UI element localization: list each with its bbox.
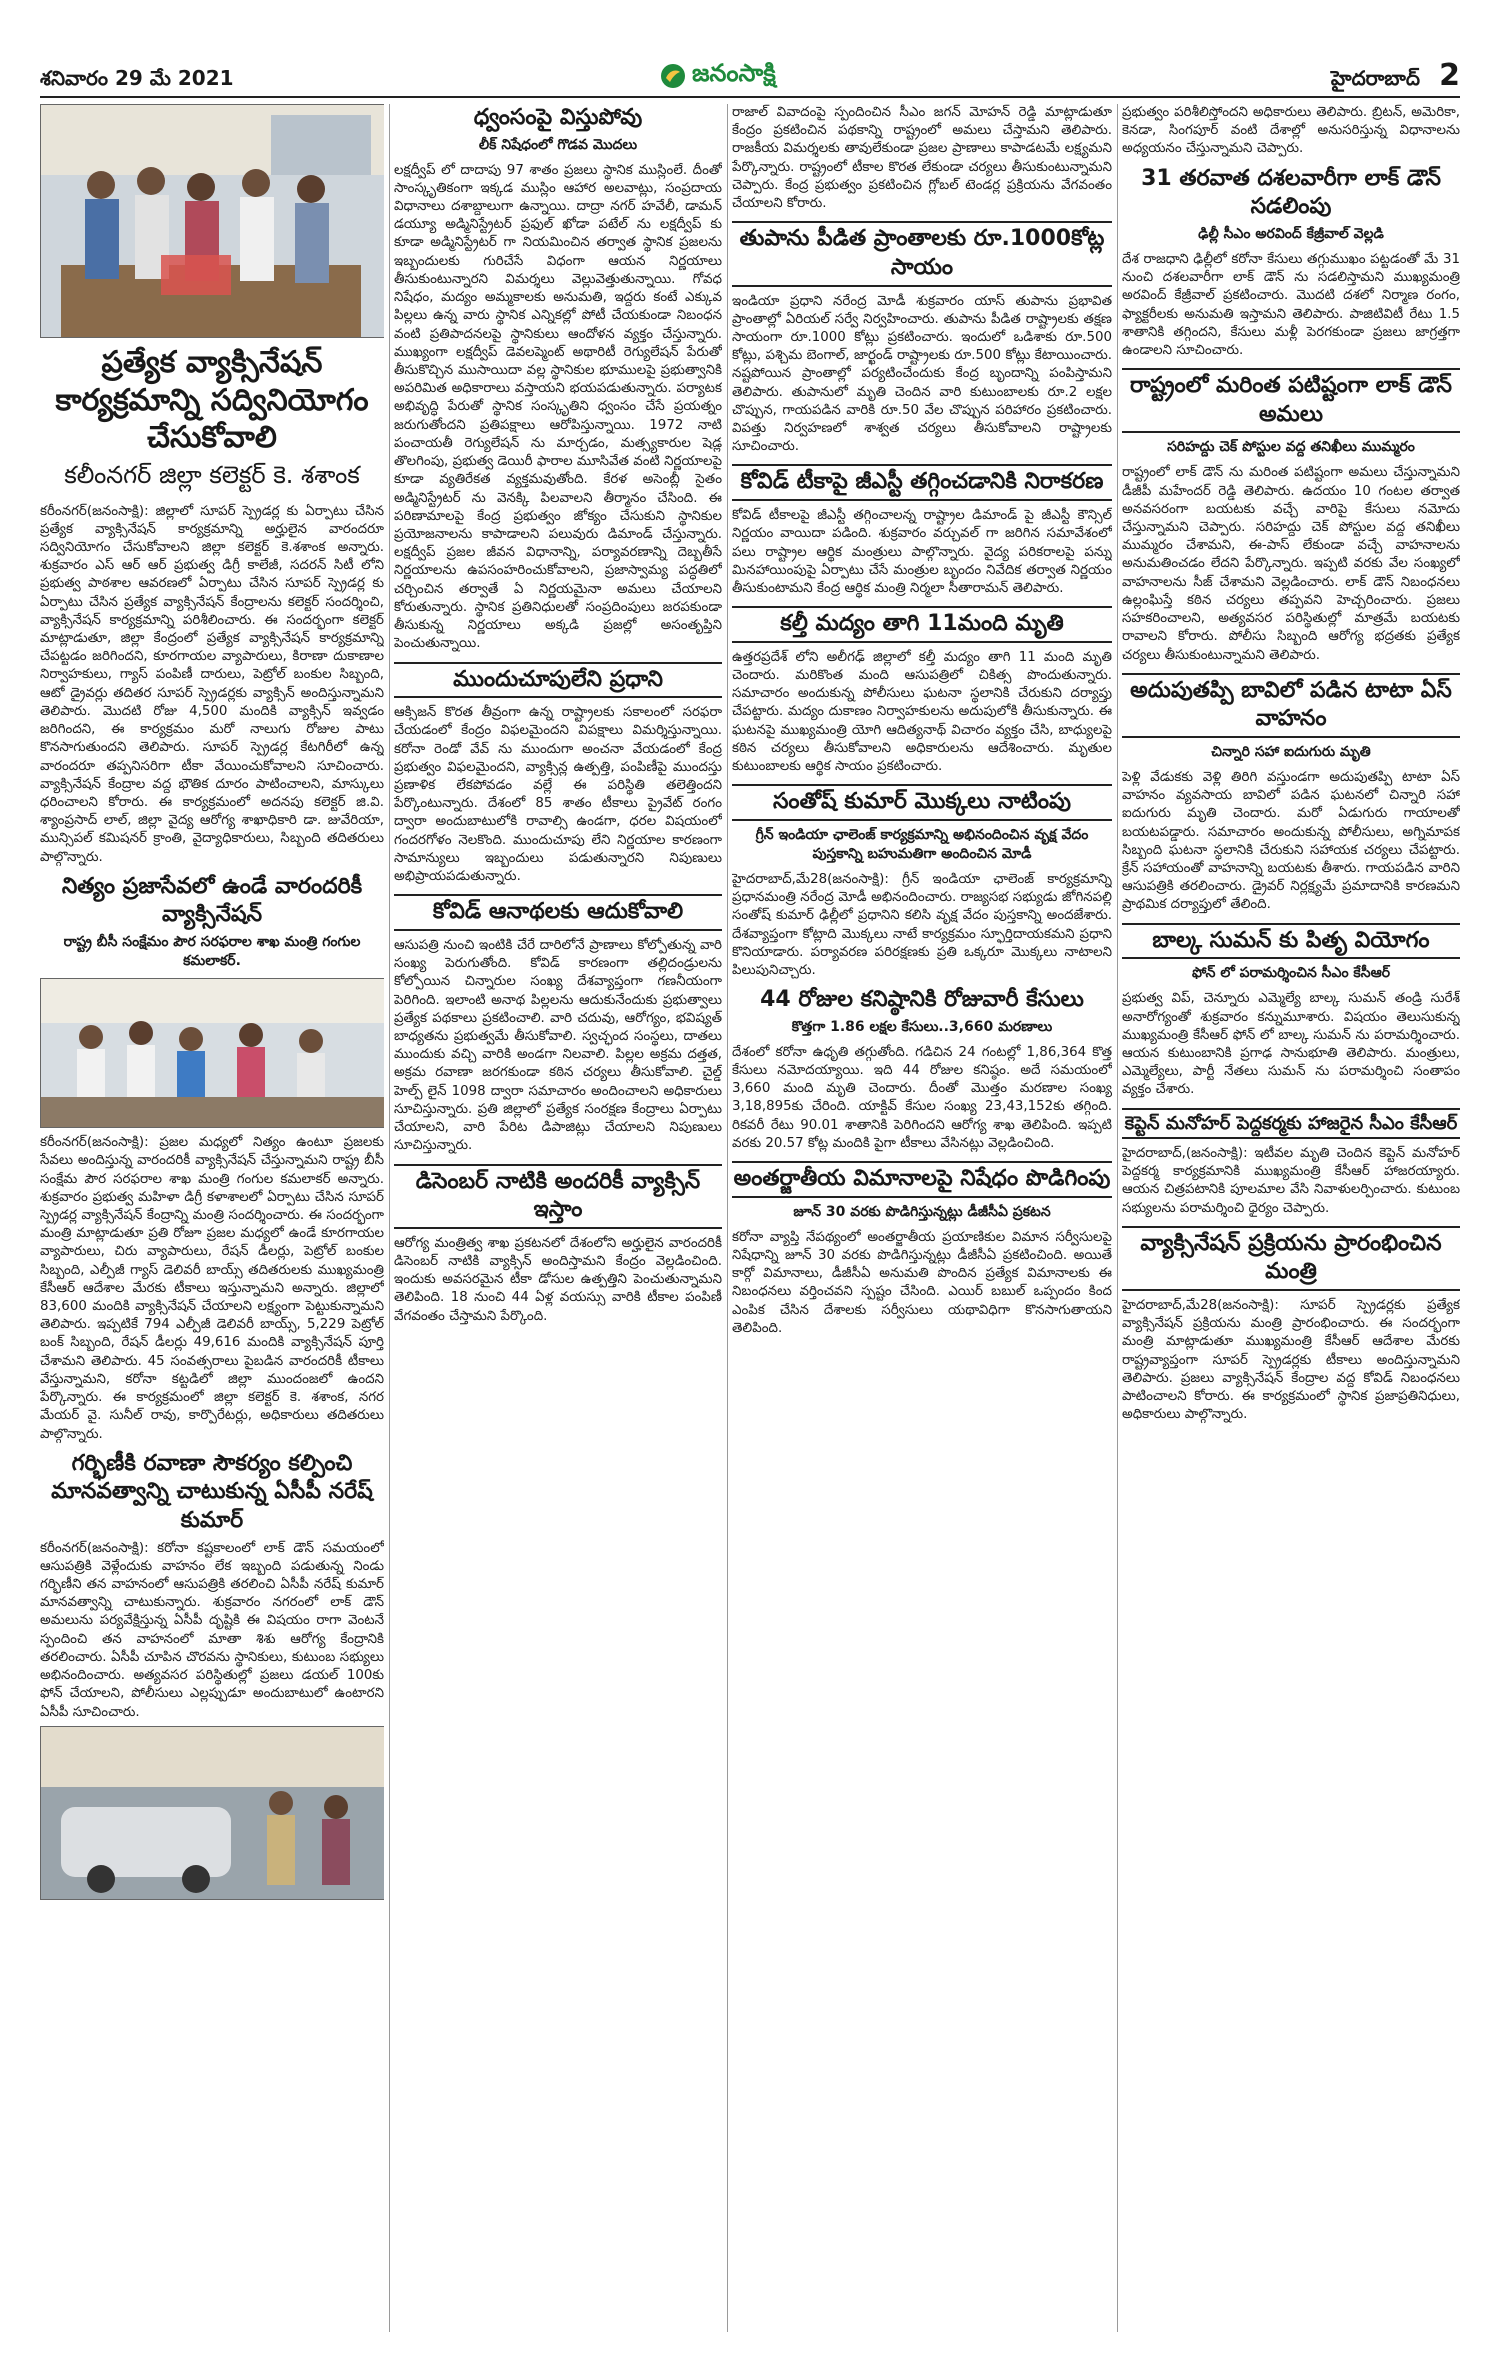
article-body: కరీంనగర్(జనంసాక్షి): ప్రజల మధ్యలో నిత్యం ఉంటూ ప్రజలకు సేవలు అందిస్తున్న వారందరికీ వ్యాక్సినేషన్ చేస్తున్నామని రాష్ట్ర బీసీ సంక్షేమ పౌర సరఫరాల శాఖ మంత్రి గంగుల కమలాకర్ అన్నారు. శుక్రవారం ప్రభుత్వ మహిళా డిగ్రీ కళాశాలలో ఏర్పాటు చేసిన సూపర్ స్ప్రెడర్ల వ్యాక్సినేషన్ కేంద్రాన్ని మంత్రి సందర్శించారు. ఈ సందర్భంగా మంత్రి మాట్లాడుతూ ప్రతి రోజూ ప్రజల మధ్యలో ఉండే కూరగాయల వ్యాపారులు, చిరు వ్యాపారులు, రేషన్ డీలర్లు, పెట్రోల్ బంకుల సిబ్బంది, ఎల్పీజీ గ్యాస్ డెలివరీ బాయ్స్ తదితరులకు ముఖ్యమంత్రి కేసీఆర్ ఆదేశాల మేరకు టీకాలు ఇస్తున్నామని అన్నారు. జిల్లాలో 83,600 మందికి వ్యాక్సినేషన్ చేయాలని లక్ష్యంగా పెట్టుకున్నామని తెలిపారు. ఇప్పటికే 794 ఎల్పీజీ డెలివరీ బాయ్స్, 5,229 పెట్రోల్ బంక్ సిబ్బంది, రేషన్ డీలర్లు 49,616 మందికి వ్యాక్సినేషన్ పూర్తి చేశామని తెలిపారు. 45 సంవత్సరాలు పైబడిన వారందరికీ టీకాలు వేస్తున్నామని, కరోనా కట్టడిలో జిల్లా ముందంజలో ఉందని పేర్కొన్నారు. ఈ కార్యక్రమంలో జిల్లా కలెక్టర్ కె. శశాంక, నగర మేయర్ వై. సునీల్ రావు, కార్పొరేటర్లు, అధికారులు తదితరులు పాల్గొన్నారు.	[40, 1135, 384, 1442]
newspaper-title: జనంసాక్షి	[692, 59, 776, 87]
article-covid-orphans	[394, 894, 722, 1155]
subheadline: చిన్నారి సహా ఐదుగురు మృతి	[1211, 743, 1371, 760]
article-body: ఆక్సిజన్ కొరత తీవ్రంగా ఉన్న రాష్ట్రాలకు సకాలంలో సరఫరా చేయడంలో కేంద్రం విఫలమైందని విపక్షాలు విమర్శిస్తున్నాయి. కరోనా రెండో వేవ్ ను ముందుగా అంచనా వేయడంలో కేంద్ర ప్రభుత్వం విఫలమైందని, వ్యాక్సిన్ల ఉత్పత్తి, పంపిణీపై ముందస్తు ప్రణాళిక లేకపోవడం వల్లే ఈ పరిస్థితి తలెత్తిందని పేర్కొంటున్నారు. దేశంలో 85 శాతం టీకాలు ప్రైవేట్ రంగం ద్వారా అందుబాటులోకి రావాల్సి ఉండగా, ధరల విషయంలో గందరగోళం నెలకొంది. ముందుచూపు లేని నిర్ణయాల కారణంగా సామాన్యులు ఇబ్బందులు పడుతున్నారని నిపుణులు అభిప్రాయపడుతున్నారు.	[394, 705, 722, 885]
article-delhi-unlock	[1122, 165, 1460, 361]
headline: ముందుచూపులేని ప్రధాని	[394, 662, 722, 699]
article-body: హైదరాబాద్,(జనంసాక్షి): ఇటీవల మృతి చెందిన కెప్టెన్ మనోహర్ పెద్దకర్మ కార్యక్రమానికి ముఖ్యమంత్రి కేసీఆర్ హాజరయ్యారు. ఆయన చిత్రపటానికి పూలమాల వేసి నివాళులర్పించారు. కుటుంబ సభ్యులను పరామర్శించి ధైర్యం చెప్పారు.	[1122, 1145, 1460, 1216]
headline: బాల్క సుమన్ కు పితృ వియోగం	[1122, 923, 1460, 960]
subheadline: గ్రీన్ ఇండియా ఛాలెంజ్ కార్యక్రమాన్ని అభినందించిన వృక్ష వేదం పుస్తకాన్ని బహుమతిగా అందించిన మోడీ	[755, 826, 1089, 862]
subheadline: లీక్ నిషేధంలో గొడవ మొదలు	[478, 136, 638, 153]
article-body: కరీంనగర్(జనంసాక్షి): జిల్లాలో సూపర్ స్ప్రెడర్ల కు ఏర్పాటు చేసిన ప్రత్యేక వ్యాక్సినేషన్ కార్యక్రమాన్ని అర్హులైన వారందరూ సద్వినియోగం చేసుకోవాలని జిల్లా కలెక్టర్ కె.శశాంక అన్నారు. శుక్రవారం ఎస్ ఆర్ ఆర్ ప్రభుత్వ డిగ్రీ కాలేజీ, సదరన్ సిటీ లోని ప్రభుత్వ పాఠశాల ఆవరణలో ఏర్పాటు చేసిన సూపర్ స్ప్రెడర్ల కు ఏర్పాటు చేసిన ప్రత్యేక వ్యాక్సినేషన్ కేంద్రాలను కలెక్టర్ సందర్శించి, వ్యాక్సినేషన్ కార్యక్రమాన్ని పరిశీలించారు. ఈ సందర్భంగా కలెక్టర్ మాట్లాడుతూ, జిల్లా కేంద్రంలో ప్రత్యేక వ్యాక్సినేషన్ కార్యక్రమాన్ని చేపట్టడం జరిగిందని, కూరగాయల వ్యాపారులు, కిరాణా దుకాణాల నిర్వాహకులు, గ్యాస్ పంపిణీ దారులు, పెట్రోల్ బంకుల సిబ్బంది, ఆటో డ్రైవర్లు తదితర సూపర్ స్ప్రెడర్లకు వ్యాక్సిన్ అందిస్తున్నామని తెలిపారు. మొదటి రోజు 4,500 మందికి వ్యాక్సిన్ ఇవ్వడం జరిగిందని, ఈ కార్యక్రమం మరో నాలుగు రోజుల పాటు కొనసాగుతుందని తెలిపారు. సూపర్ స్ప్రెడర్ల కేటగిరీలో ఉన్న వారందరూ తప్పనిసరిగా టీకా వేయించుకోవాలని సూచించారు. వ్యాక్సినేషన్ కేంద్రాల వద్ద భౌతిక దూరం పాటించాలని, మాస్కులు ధరించాలని కోరారు. ఈ కార్యక్రమంలో అదనపు కలెక్టర్ జి.వి. శ్యాంప్రసాద్ లాల్, జిల్లా వైద్య ఆరోగ్య శాఖాధికారి డా. జువేరియా, మున్సిపల్ కమిషనర్ క్రాంతి, వైద్యాధికారులు, సిబ్బంది తదితరులు పాల్గొన్నారు.	[40, 503, 384, 865]
headline: అంతర్జాతీయ విమానాలపై నిషేధం పొడిగింపు	[732, 1161, 1112, 1198]
headline: కోవిడ్ టీకాపై జీఎస్టీ తగ్గించడానికి నిరాకరణ	[732, 464, 1112, 501]
article-vehicle-accident	[1122, 673, 1460, 915]
article-lakshadweep	[394, 104, 722, 654]
article-spurious-liquor	[732, 606, 1112, 776]
subheadline: ఢిల్లీ సీఎం అరవింద్ కేజ్రీవాల్ వెల్లడి	[1198, 225, 1384, 242]
lockdown-checkpoint-photo	[40, 1726, 384, 1900]
column-3	[732, 104, 1112, 2332]
headline: కల్తీ మద్యం తాగి 11మంది మృతి	[732, 606, 1112, 643]
article-body: లక్షద్వీప్ లో దాదాపు 97 శాతం ప్రజలు స్థానిక ముస్లింలే. దీంతో సాంస్కృతికంగా ఇక్కడ ముస్లిం ఆహార అలవాట్లు, సంప్రదాయ విధానాలు దశాబ్దాలుగా ఉన్నాయి. దాద్రా నగర్ హవేలీ, డామన్ డయ్యూ అడ్మినిస్ట్రేటర్ ప్రఫుల్ ఖోడా పటేల్ ను లక్షద్వీప్ కు కూడా అడ్మినిస్ట్రేటర్ గా నియమించిన తర్వాత స్థానిక ప్రజలను ఇబ్బందులకు గురిచేసే విధంగా ఆయన నిర్ణయాలు తీసుకుంటున్నారని విమర్శలు వెల్లువెత్తుతున్నాయి. గోవధ నిషేధం, మద్యం అమ్మకాలకు అనుమతి, ఇద్దరు కంటే ఎక్కువ పిల్లలు ఉన్న వారు స్థానిక ఎన్నికల్లో పోటీ చేయకుండా నిబంధన వంటి ప్రతిపాదనలపై స్థానికులు ఆందోళన వ్యక్తం చేస్తున్నారు. ముఖ్యంగా లక్షద్వీప్ డెవలప్మెంట్ అథారిటీ రెగ్యులేషన్ పేరుతో తీసుకొచ్చిన ముసాయిదా వల్ల స్థానికుల భూములపై ప్రభుత్వానికి అపరిమిత అధికారాలు వస్తాయని భయపడుతున్నారు. పర్యాటక అభివృద్ధి పేరుతో స్థానిక సంస్కృతిని ధ్వంసం చేసే ప్రయత్నం జరుగుతోందని ప్రతిపక్షాలు ఆరోపిస్తున్నాయి. 1972 నాటి పంచాయతీ రెగ్యులేషన్ ను మార్చడం, మత్స్యకారుల షెడ్ల తొలగింపు, ప్రభుత్వ డెయిరీ ఫారాల మూసివేత వంటి నిర్ణయాలపై కూడా వ్యతిరేకత వ్యక్తమవుతోంది. కేరళ అసెంబ్లీ సైతం అడ్మినిస్ట్రేటర్ ను వెనక్కి పిలవాలని తీర్మానం చేసింది. ఈ పరిణామాలపై కేంద్ర ప్రభుత్వం జోక్యం చేసుకుని స్థానికుల ప్రయోజనాలను కాపాడాలని పలువురు డిమాండ్ చేస్తున్నారు. లక్షద్వీప్ ప్రజల జీవన విధానాన్ని, పర్యావరణాన్ని దెబ్బతీసే నిర్ణయాలను ఉపసంహరించుకోవాలని, ప్రజాస్వామ్య పద్ధతిలో చర్చించిన తర్వాతే ఏ నిర్ణయమైనా అమలు చేయాలని కోరుతున్నారు. స్థానిక ప్రతినిధులతో సంప్రదింపులు జరపకుండా తీసుకున్న నిర్ణయాలు అక్కడి ప్రజల్లో అసంతృప్తిని పెంచుతున్నాయి.	[394, 162, 722, 652]
subheadline: రాష్ట్ర బీసీ సంక్షేమం పౌర సరఫరాల శాఖ మంత్రి గంగుల కమలాకర్.	[63, 934, 361, 970]
article-state-lockdown	[1122, 368, 1460, 665]
article-body: రాజాల్ వివాదంపై స్పందించిన సీఎం జగన్ మోహన్ రెడ్డి మాట్లాడుతూ కేంద్రం ప్రకటించిన పథకాన్ని రాష్ట్రంలో అమలు చేస్తామని తెలిపారు. రాజకీయ విమర్శలకు తావులేకుండా ప్రజల ప్రాణాలు కాపాడటమే లక్ష్యమని పేర్కొన్నారు. రాష్ట్రంలో టీకాల కొరత లేకుండా చర్యలు తీసుకుంటున్నామని చెప్పారు. కేంద్ర ప్రభుత్వం ప్రకటించిన గ్లోబల్ టెండర్ల ప్రక్రియను వేగవంతం చేయాలని కోరారు.	[732, 105, 1112, 212]
headline: తుపాను పీడిత ప్రాంతాలకు రూ.1000కోట్ల సాయం	[732, 221, 1112, 286]
subheadline: ఫోన్ లో పరామర్శించిన సీఎం కేసీఆర్	[1191, 965, 1391, 982]
article-body: ప్రభుత్వ విప్, చెన్నూరు ఎమ్మెల్యే బాల్క సుమన్ తండ్రి సురేశ్ అనారోగ్యంతో శుక్రవారం కన్నుమూశారు. విషయం తెలుసుకున్న ముఖ్యమంత్రి కేసీఆర్ ఫోన్ లో బాల్క సుమన్ ను పరామర్శించారు. ఆయన కుటుంబానికి ప్రగాఢ సానుభూతి తెలిపారు. మంత్రులు, ఎమ్మెల్యేలు, పార్టీ నేతలు సుమన్ ను పరామర్శించి సంతాపం వ్యక్తం చేశారు.	[1122, 991, 1460, 1098]
article-vaccination-drive	[40, 104, 384, 867]
byline: కలీంనగర్ జిల్లా కలెక్టర్ కె. శశాంక	[64, 460, 360, 489]
article-body: దేశ రాజధాని ఢిల్లీలో కరోనా కేసులు తగ్గుముఖం పట్టడంతో మే 31 నుంచి దశలవారీగా లాక్ డౌన్ ను సడలిస్తామని ముఖ్యమంత్రి అరవింద్ కేజ్రీవాల్ ప్రకటించారు. మొదటి దశలో నిర్మాణ రంగం, ఫ్యాక్టరీలకు అనుమతి ఇస్తామని తెలిపారు. పాజిటివిటీ రేటు 1.5 శాతానికి తగ్గిందని, కేసులు మళ్లీ పెరగకుండా ప్రజలు జాగ్రత్తగా ఉండాలని సూచించారు.	[1122, 251, 1460, 358]
headline: కెప్టెన్ మనోహర్ పెద్దకర్మకు హాజరైన సీఎం కేసీఆర్	[1122, 1108, 1460, 1139]
article-body: ప్రభుత్వం పరిశీలిస్తోందని అధికారులు తెలిపారు. బ్రిటన్, అమెరికా, కెనడా, సింగపూర్ వంటి దేశాల్లో అనుసరిస్తున్న విధానాలను అధ్యయనం చేస్తున్నామని చెప్పారు.	[1122, 105, 1460, 157]
article-body: ఇండియా ప్రధాని నరేంద్ర మోడీ శుక్రవారం యాస్ తుపాను ప్రభావిత ప్రాంతాల్లో ఏరియల్ సర్వే నిర్వహించారు. తుపాను పీడిత రాష్ట్రాలకు తక్షణ సాయంగా రూ.1000 కోట్లు ప్రకటించారు. ఇందులో ఒడిశాకు రూ.500 కోట్లు, పశ్చిమ బెంగాల్, జార్ఖండ్ రాష్ట్రాలకు రూ.500 కోట్లు కేటాయించారు. నష్టపోయిన ప్రాంతాల్లో పర్యటించేందుకు కేంద్ర బృందాన్ని పంపిస్తామని తెలిపారు. తుపానులో మృతి చెందిన వారి కుటుంబాలకు రూ.2 లక్షల చొప్పున, గాయపడిన వారికి రూ.50 వేల చొప్పున పరిహారం ప్రకటించారు. విపత్తు నిర్వహణలో శాశ్వత చర్యలు తీసుకోవాలని రాష్ట్రాలకు సూచించారు.	[732, 293, 1112, 455]
article-body: ఉత్తరప్రదేశ్ లోని అలీగఢ్ జిల్లాలో కల్తీ మద్యం తాగి 11 మంది మృతి చెందారు. మరికొంత మంది ఆసుపత్రిలో చికిత్స పొందుతున్నారు. సమాచారం అందుకున్న పోలీసులు ఘటనా స్థలానికి చేరుకుని దర్యాప్తు చేపట్టారు. మద్యం దుకాణం నిర్వాహకులను అదుపులోకి తీసుకున్నారు. ఈ ఘటనపై ముఖ్యమంత్రి యోగి ఆదిత్యనాథ్ విచారం వ్యక్తం చేసి, బాధ్యులపై కఠిన చర్యలు తీసుకోవాలని అధికారులను ఆదేశించారు. మృతుల కుటుంబాలకు ఆర్థిక సాయం ప్రకటించారు.	[732, 649, 1112, 775]
article-continued	[732, 104, 1112, 213]
headline: ప్రత్యేక వ్యాక్సినేషన్ కార్యక్రమాన్ని సద్వినియోగం చేసుకోవాలి	[55, 345, 369, 455]
column-2	[394, 104, 722, 2332]
subheadline: సరిహద్దు చెక్ పోస్టుల వద్ద తనిఖీలు ముమ్మరం	[1167, 439, 1415, 456]
article-continued	[1122, 104, 1460, 159]
article-body: కోవిడ్ టీకాలపై జీఎస్టీ తగ్గించాలన్న రాష్ట్రాల డిమాండ్ పై జీఎస్టీ కౌన్సిల్ నిర్ణయం వాయిదా పడింది. శుక్రవారం వర్చువల్ గా జరిగిన సమావేశంలో పలు రాష్ట్రాల ఆర్థిక మంత్రులు పాల్గొన్నారు. వైద్య పరికరాలపై పన్ను మినహాయింపుపై ఏర్పాటు చేసే మంత్రుల బృందం నివేదిక తర్వాత నిర్ణయం తీసుకుంటామని కేంద్ర ఆర్థిక మంత్రి నిర్మలా సీతారామన్ తెలిపారు.	[732, 508, 1112, 596]
article-body: ఆరోగ్య మంత్రిత్వ శాఖ ప్రకటనలో దేశంలోని అర్హులైన వారందరికీ డిసెంబర్ నాటికి వ్యాక్సిన్ అందిస్తామని కేంద్రం వెల్లడించింది. ఇందుకు అవసరమైన టీకా డోసుల ఉత్పత్తిని పెంచుతున్నామని తెలిపింది. 18 నుంచి 44 ఏళ్ల వయస్సు వారికి టీకాల పంపిణీ వేగవంతం చేస్తామని పేర్కొంది.	[394, 1235, 722, 1324]
headline: గర్భిణీకి రవాణా సౌకర్యం కల్పించి మానవత్వాన్ని చాటుకున్న ఏసీపీ నరేష్ కుమార్	[51, 1450, 373, 1533]
article-body: హైదరాబాద్,మే28(జనంసాక్షి): గ్రీన్ ఇండియా ఛాలెంజ్ కార్యక్రమాన్ని ప్రధానమంత్రి నరేంద్ర మోడీ అభినందించారు. రాజ్యసభ సభ్యుడు జోగినపల్లి సంతోష్ కుమార్ ఢిల్లీలో ప్రధానిని కలిసి వృక్ష వేదం పుస్తకాన్ని అందజేశారు. దేశవ్యాప్తంగా కోట్లాది మొక్కలు నాటే కార్యక్రమం స్ఫూర్తిదాయకమని ప్రధాని కొనియాడారు. పర్యావరణ పరిరక్షణకు ప్రతి ఒక్కరూ మొక్కలు నాటాలని పిలుపునిచ్చారు.	[732, 871, 1112, 978]
masthead	[40, 60, 1460, 98]
column-divider	[727, 104, 728, 2332]
article-december-vaccine	[394, 1164, 722, 1326]
column-divider	[389, 104, 390, 2332]
vaccination-photo-icon	[41, 105, 384, 337]
article-body: హైదరాబాద్,మే28(జనంసాక్షి): సూపర్ స్ప్రెడర్లకు ప్రత్యేక వ్యాక్సినేషన్ ప్రక్రియను మంత్రి ప్రారంభించారు. ఈ సందర్భంగా మంత్రి మాట్లాడుతూ ముఖ్యమంత్రి కేసీఆర్ ఆదేశాల మేరకు రాష్ట్రవ్యాప్తంగా సూపర్ స్ప్రెడర్లకు టీకాలు అందిస్తున్నామని తెలిపారు. ప్రజలు వ్యాక్సినేషన్ కేంద్రాల వద్ద కోవిడ్ నిబంధనలు పాటించాలని కోరారు. ఈ కార్యక్రమంలో స్థానిక ప్రజాప్రతినిధులు, అధికారులు పాల్గొన్నారు.	[1122, 1298, 1460, 1423]
column-4	[1122, 104, 1460, 2332]
article-body: పెళ్లి వేడుకకు వెళ్లి తిరిగి వస్తుండగా అదుపుతప్పి టాటా ఏస్ వాహనం వ్యవసాయ బావిలో పడిన ఘటనలో చిన్నారి సహా ఐదుగురు మృతి చెందారు. మరో ఏడుగురు గాయాలతో బయటపడ్డారు. సమాచారం అందుకున్న పోలీసులు, అగ్నిమాపక సిబ్బంది ఘటనా స్థలానికి చేరుకుని సహాయక చర్యలు చేపట్టారు. క్రేన్ సహాయంతో వాహనాన్ని బయటకు తీశారు. గాయపడిన వారిని ఆసుపత్రికి తరలించారు. డ్రైవర్ నిర్లక్ష్యమే ప్రమాదానికి కారణమని ప్రాథమిక దర్యాప్తులో తేలింది.	[1122, 769, 1460, 913]
edition-city: హైదరాబాద్	[1330, 66, 1420, 90]
headline: సంతోష్ కుమార్ మొక్కలు నాటింపు	[732, 784, 1112, 821]
headline: ధ్వంసంపై విస్తుపోవు	[473, 105, 643, 130]
headline: నిత్యం ప్రజాసేవలో ఉండే వారందరికీ వ్యాక్సినేషన్	[61, 873, 363, 928]
headline: 31 తరవాత దశలవారీగా లాక్ డౌన్ సడలింపు	[1141, 165, 1441, 220]
vaccination-photo	[40, 104, 384, 338]
minister-visit-photo-icon	[41, 979, 384, 1127]
headline: కోవిడ్ ఆనాథలకు ఆదుకోవాలి	[394, 894, 722, 931]
page-number: 2	[1439, 58, 1460, 93]
minister-visit-photo	[40, 978, 384, 1128]
article-minister-vaccination	[40, 873, 384, 1444]
article-daily-cases	[732, 986, 1112, 1153]
subheadline: జూన్ 30 వరకు పొడిగిస్తున్నట్లు డీజీసీఏ ప్రకటన	[793, 1203, 1051, 1220]
article-body: ఆసుపత్రి నుంచి ఇంటికి చేరే దారిలోనే ప్రాణాలు కోల్పోతున్న వారి సంఖ్య పెరుగుతోంది. కోవిడ్ కారణంగా తల్లిదండ్రులను కోల్పోయిన చిన్నారుల సంఖ్య దేశవ్యాప్తంగా గణనీయంగా పెరిగింది. ఇలాంటి అనాథ పిల్లలను ఆదుకునేందుకు ప్రభుత్వాలు ప్రత్యేక పథకాలు ప్రకటించాలి. వారి చదువు, ఆరోగ్యం, భవిష్యత్ బాధ్యతను ప్రభుత్వమే తీసుకోవాలి. స్వచ్ఛంద సంస్థలు, దాతలు ముందుకు వచ్చి వారికి అండగా నిలవాలి. పిల్లల అక్రమ దత్తత, అక్రమ రవాణా జరగకుండా కఠిన చర్యలు తీసుకోవాలి. చైల్డ్ హెల్ప్ లైన్ 1098 ద్వారా సమాచారం అందించాలని అధికారులు సూచిస్తున్నారు. ప్రతి జిల్లాలో ప్రత్యేక సంరక్షణ కేంద్రాలు ఏర్పాటు చేయాలని, వారి పేరిట డిపాజిట్లు చేయాలని నిపుణులు సూచిస్తున్నారు.	[394, 937, 722, 1154]
article-body: దేశంలో కరోనా ఉధృతి తగ్గుతోంది. గడిచిన 24 గంటల్లో 1,86,364 కొత్త కేసులు నమోదయ్యాయి. ఇది 44 రోజుల కనిష్ఠం. అదే సమయంలో 3,660 మంది మృతి చెందారు. దీంతో మొత్తం మరణాల సంఖ్య 3,18,895కు చేరింది. యాక్టివ్ కేసుల సంఖ్య 23,43,152కు తగ్గింది. రికవరీ రేటు 90.01 శాతానికి పెరిగిందని ఆరోగ్య శాఖ తెలిపింది. ఇప్పటి వరకు 20.57 కోట్ల మందికి పైగా టీకాలు వేసినట్లు వెల్లడించింది.	[732, 1044, 1112, 1151]
newspaper-logo[interactable]	[660, 60, 776, 92]
subheadline: కొత్తగా 1.86 లక్షల కేసులు..3,660 మరణాలు	[791, 1018, 1053, 1035]
article-body: రాష్ట్రంలో లాక్ డౌన్ ను మరింత పటిష్టంగా అమలు చేస్తున్నామని డీజీపీ మహేందర్ రెడ్డి తెలిపారు. ఉదయం 10 గంటల తర్వాత అనవసరంగా బయటకు వచ్చే వారిపై కేసులు నమోదు చేస్తున్నామని చెప్పారు. సరిహద్దు చెక్ పోస్టుల వద్ద తనిఖీలు ముమ్మరం చేశామని, ఈ-పాస్ లేకుండా వచ్చే వాహనాలను అనుమతించడం లేదని పేర్కొన్నారు. ఇప్పటి వరకు వేల సంఖ్యలో వాహనాలను సీజ్ చేశామని వెల్లడించారు. లాక్ డౌన్ నిబంధనలు ఉల్లంఘిస్తే కఠిన చర్యలు తప్పవని హెచ్చరించారు. ప్రజలు సహకరించాలని, అత్యవసర పరిస్థితుల్లో మాత్రమే బయటకు రావాలని కోరారు. పోలీసు సిబ్బంది ఆరోగ్య భద్రతకు ప్రత్యేక చర్యలు తీసుకుంటున్నామని తెలిపారు.	[1122, 465, 1460, 663]
logo-leaf-icon	[660, 63, 686, 89]
column-1	[40, 104, 384, 2332]
lockdown-checkpoint-photo-icon	[41, 1727, 384, 1899]
headline: వ్యాక్సినేషన్ ప్రక్రియను ప్రారంభించిన మంత్రి	[1122, 1226, 1460, 1291]
article-gst-vaccine	[732, 464, 1112, 598]
article-vaccination-minister	[1122, 1226, 1460, 1425]
article-body: కరీంనగర్(జనంసాక్షి): కరోనా కష్టకాలంలో లాక్ డౌన్ సమయంలో ఆసుపత్రికి వెళ్లేందుకు వాహనం లేక ఇబ్బంది పడుతున్న నిండు గర్భిణీని తన వాహనంలో ఆసుపత్రికి తరలించి ఏసీపీ నరేష్ కుమార్ మానవత్వాన్ని చాటుకున్నారు. శుక్రవారం నగరంలో లాక్ డౌన్ అమలును పర్యవేక్షిస్తున్న ఏసీపీ దృష్టికి ఈ విషయం రాగా వెంటనే స్పందించి తన వాహనంలో మాతా శిశు ఆరోగ్య కేంద్రానికి తరలించారు. ఏసీపీ చూపిన చొరవను స్థానికులు, కుటుంబ సభ్యులు అభినందించారు. అత్యవసర పరిస్థితుల్లో ప్రజలు డయల్ 100కు ఫోన్ చేయాలని, పోలీసులు ఎల్లప్పుడూ అందుబాటులో ఉంటారని ఏసీపీ సూచించారు.	[40, 1540, 384, 1720]
article-pm-no-foresight	[394, 662, 722, 887]
article-captain-manohar	[1122, 1108, 1460, 1218]
article-flight-ban	[732, 1161, 1112, 1338]
issue-date: శనివారం 29 మే 2021	[40, 66, 234, 90]
article-green-india	[732, 784, 1112, 980]
article-balka-suman	[1122, 923, 1460, 1100]
article-acp-helps-pregnant	[40, 1450, 384, 1900]
column-divider	[1117, 104, 1118, 2332]
headline: డిసెంబర్ నాటికి అందరికీ వ్యాక్సిన్ ఇస్తాం	[394, 1164, 722, 1229]
article-body: కరోనా వ్యాప్తి నేపథ్యంలో అంతర్జాతీయ ప్రయాణికుల విమాన సర్వీసులపై నిషేధాన్ని జూన్ 30 వరకు పొడిగిస్తున్నట్లు డీజీసీఏ ప్రకటించింది. అయితే కార్గో విమానాలు, డీజీసీఏ అనుమతి పొందిన ప్రత్యేక విమానాలకు ఈ నిబంధనలు వర్తించవని స్పష్టం చేసింది. ఎయిర్ బబుల్ ఒప్పందం కింద ఎంపిక చేసిన దేశాలకు సర్వీసులు యథావిధిగా కొనసాగుతాయని తెలిపింది.	[732, 1229, 1112, 1336]
headline: రాష్ట్రంలో మరింత పటిష్టంగా లాక్ డౌన్ అమలు	[1122, 368, 1460, 433]
headline: 44 రోజుల కనిష్ఠానికి రోజువారీ కేసులు	[760, 987, 1084, 1013]
article-cyclone-relief	[732, 221, 1112, 456]
headline: అదుపుతప్పి బావిలో పడిన టాటా ఏస్ వాహనం	[1122, 673, 1460, 738]
